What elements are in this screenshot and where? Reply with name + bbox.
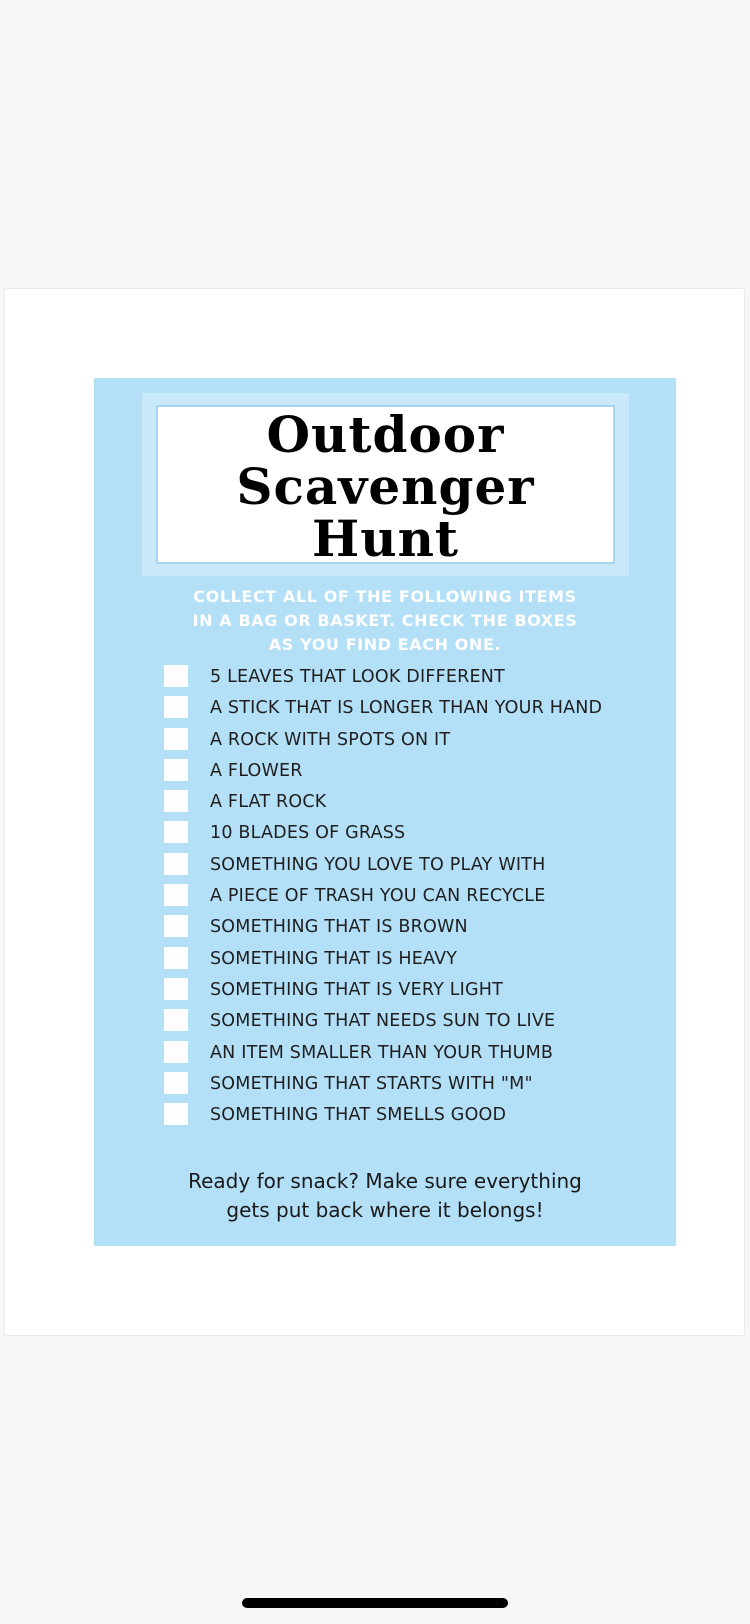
checkbox[interactable] — [164, 759, 188, 781]
title-frame — [142, 393, 629, 576]
checklist-item-label: A FLAT ROCK — [210, 792, 327, 813]
home-indicator[interactable] — [242, 1598, 508, 1608]
instruction-line: AS YOU FIND EACH ONE. — [268, 635, 502, 654]
checklist-item-label: SOMETHING THAT IS HEAVY — [210, 948, 458, 969]
title-line: Scavenger — [236, 457, 535, 516]
title-line: Outdoor — [266, 405, 505, 464]
title-box — [158, 405, 613, 568]
checklist-item-label: A STICK THAT IS LONGER THAN YOUR HAND — [210, 698, 603, 719]
checklist-item-label: SOMETHING THAT SMELLS GOOD — [210, 1105, 507, 1126]
checklist-item-label: SOMETHING THAT IS VERY LIGHT — [210, 979, 504, 1000]
checklist-item — [164, 758, 634, 784]
scavenger-hunt-flyer — [94, 378, 676, 1246]
checklist-item — [164, 1008, 634, 1034]
checkbox[interactable] — [164, 821, 188, 843]
checkbox[interactable] — [164, 915, 188, 937]
instructions — [154, 585, 616, 657]
footer-note — [134, 1167, 636, 1225]
checklist-item — [164, 695, 634, 721]
checklist-item-label: A ROCK WITH SPOTS ON IT — [210, 729, 451, 750]
footer-line: gets put back where it belongs! — [226, 1198, 544, 1222]
checklist-item — [164, 1102, 634, 1128]
checklist-item — [164, 820, 634, 846]
checkbox[interactable] — [164, 1103, 188, 1125]
checklist-item-label: SOMETHING THAT STARTS WITH "M" — [210, 1073, 533, 1094]
checklist-item-label: SOMETHING YOU LOVE TO PLAY WITH — [210, 854, 546, 875]
checkbox[interactable] — [164, 728, 188, 750]
footer-line: Ready for snack? Make sure everything — [188, 1169, 582, 1193]
checkbox[interactable] — [164, 853, 188, 875]
title-line: Hunt — [311, 509, 460, 568]
checkbox[interactable] — [164, 696, 188, 718]
checkbox[interactable] — [164, 1009, 188, 1031]
checkbox[interactable] — [164, 1072, 188, 1094]
checklist-item-label: SOMETHING THAT IS BROWN — [210, 917, 468, 938]
instruction-line: COLLECT ALL OF THE FOLLOWING ITEMS — [193, 587, 577, 606]
checklist-item — [164, 789, 634, 815]
checkbox[interactable] — [164, 947, 188, 969]
checkbox[interactable] — [164, 790, 188, 812]
checklist-item-label: A PIECE OF TRASH YOU CAN RECYCLE — [210, 886, 546, 907]
checklist — [164, 664, 634, 1133]
checklist-item-label: 5 LEAVES THAT LOOK DIFFERENT — [210, 667, 505, 687]
checkbox[interactable] — [164, 665, 188, 687]
checklist-item — [164, 852, 634, 878]
checklist-item-label: A FLOWER — [210, 760, 303, 781]
checklist-item-label: SOMETHING THAT NEEDS SUN TO LIVE — [210, 1011, 556, 1032]
checklist-item — [164, 914, 634, 940]
checklist-item — [164, 1040, 634, 1066]
checkbox[interactable] — [164, 884, 188, 906]
checkbox[interactable] — [164, 1041, 188, 1063]
checklist-item — [164, 946, 634, 972]
checklist-item — [164, 664, 634, 690]
checklist-item — [164, 883, 634, 909]
checklist-item-label: 10 BLADES OF GRASS — [210, 823, 406, 844]
checklist-item — [164, 727, 634, 753]
checklist-item — [164, 977, 634, 1003]
checklist-item — [164, 1071, 634, 1097]
checklist-item-label: AN ITEM SMALLER THAN YOUR THUMB — [210, 1042, 554, 1063]
instruction-line: IN A BAG OR BASKET. CHECK THE BOXES — [192, 611, 578, 630]
checkbox[interactable] — [164, 978, 188, 1000]
image-viewer[interactable] — [5, 289, 744, 1335]
